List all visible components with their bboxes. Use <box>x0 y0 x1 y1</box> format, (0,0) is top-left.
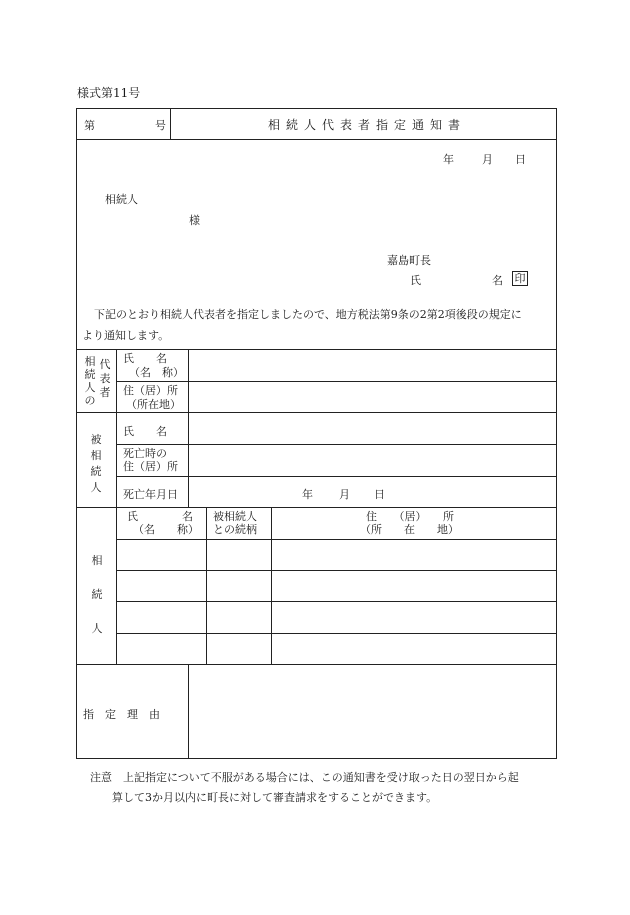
number-prefix: 第 <box>84 119 95 132</box>
date-day: 日 <box>515 153 526 166</box>
document-title: 相続人代表者指定通知書 <box>268 118 467 132</box>
representative-side-col2: 代 表 者 <box>99 358 111 399</box>
notice-line-2: より通知します。 <box>82 329 170 342</box>
rep-name-field[interactable] <box>189 350 556 381</box>
reason-label: 指 定 理 由 <box>83 708 160 721</box>
decedent-side: 被 相 続 人 <box>90 433 102 494</box>
number-suffix: 号 <box>155 119 166 132</box>
form-number: 様式第11号 <box>77 86 141 100</box>
heirs-col-name-2: （名 称） <box>133 523 199 536</box>
decedent-name-label: 氏 名 <box>123 425 167 438</box>
decedent-name-field[interactable] <box>189 413 556 444</box>
heirs-side: 相 続 人 <box>91 554 103 635</box>
issuer-title: 嘉島町長 <box>387 254 431 267</box>
representative-side-col1: 相 続 人 の <box>84 355 96 407</box>
rep-name-sub: （名 称） <box>129 366 184 379</box>
rep-name-label: 氏 名 <box>123 352 167 365</box>
death-date-label: 死亡年月日 <box>123 488 178 501</box>
rep-addr-sub: （所在地） <box>126 398 181 411</box>
reason-field[interactable] <box>189 665 556 758</box>
note-line-2: 算して3か月以内に町長に対して審査請求をすることができます。 <box>112 791 438 804</box>
heir-row-1[interactable] <box>117 540 556 570</box>
death-year: 年 <box>302 488 313 501</box>
heir-row-2[interactable] <box>117 571 556 601</box>
heirs-col-addr-2: （所 在 地） <box>360 523 459 536</box>
heirs-col-addr-1: 住 （居） 所 <box>366 510 454 523</box>
rep-addr-field[interactable] <box>189 382 556 412</box>
heir-row-4[interactable] <box>117 634 556 664</box>
decedent-addr-field[interactable] <box>189 445 556 476</box>
decedent-addr-label-1: 死亡時の <box>123 447 167 460</box>
seal-mark: 印 <box>512 271 528 286</box>
issuer-shi: 氏 <box>410 274 421 287</box>
rep-addr-label: 住（居）所 <box>123 384 178 397</box>
heirs-col-rel-1: 被相続人 <box>213 510 257 523</box>
heir-label: 相続人 <box>105 193 138 206</box>
note-line-1: 注意 上記指定について不服がある場合には、この通知書を受け取った日の翌日から起 <box>90 771 519 784</box>
notice-line-1: 下記のとおり相続人代表者を指定しましたので、地方税法第9条の2第2項後段の規定に <box>94 308 522 321</box>
date-month: 月 <box>482 153 493 166</box>
death-day: 日 <box>374 488 385 501</box>
honorific-sama: 様 <box>189 214 200 227</box>
death-month: 月 <box>339 488 350 501</box>
heir-row-3[interactable] <box>117 602 556 633</box>
decedent-addr-label-2: 住（居）所 <box>123 460 178 473</box>
date-year: 年 <box>443 153 454 166</box>
heirs-col-rel-2: との続柄 <box>213 523 257 536</box>
heirs-col-name-1: 氏 名 <box>127 510 193 523</box>
issuer-mei: 名 <box>492 274 503 287</box>
